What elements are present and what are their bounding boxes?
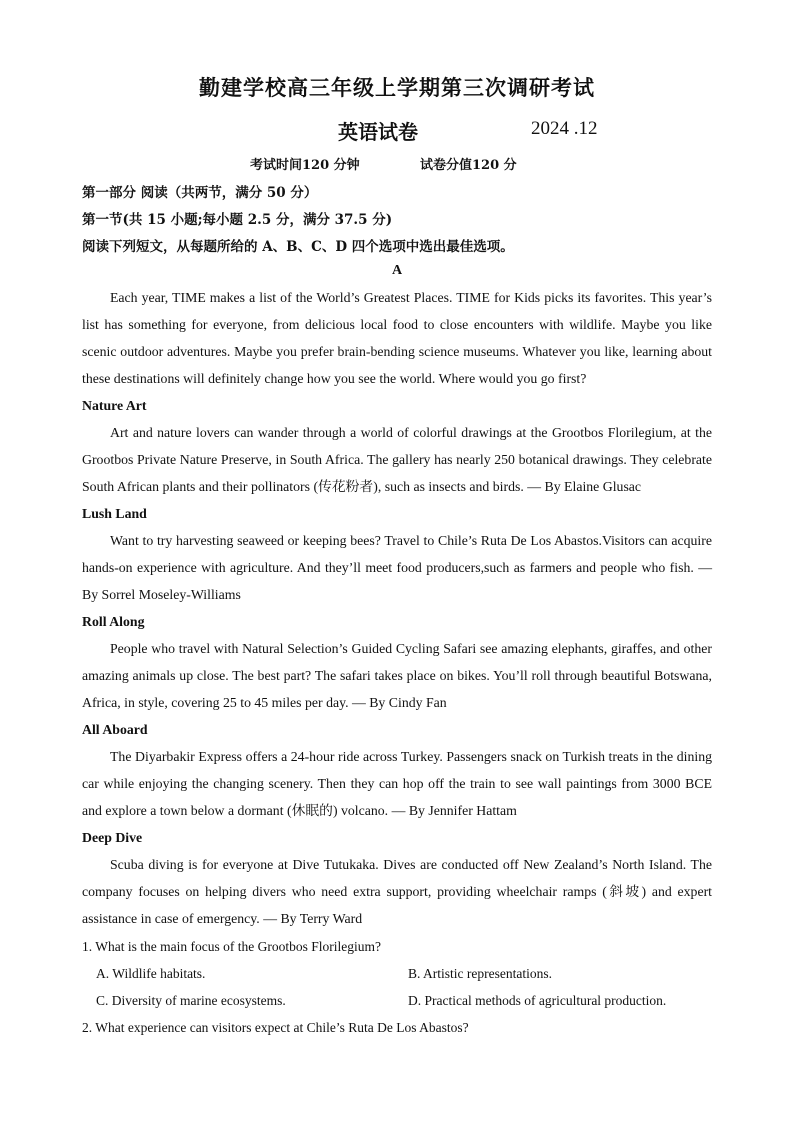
- section-text-nature-art: Art and nature lovers can wander through a world of colorful drawings at the Grootbos Florilegium, at the Grootbos Private Nature Preserve, in South Africa. The gallery has nearly 250 botanical drawings. They celebrate South African plants and their pollinators (传花粉者), such as insects and birds. — By Elaine Glusac: [82, 425, 712, 494]
- section-text-lush-land: Want to try harvesting seaweed or keeping bees? Travel to Chile’s Ruta De Los Abastos.Visitors can acquire hands-on experience with agriculture. And they’ll meet food producers,such as farmers and people who fish. — By Sorrel Moseley-Williams: [82, 533, 712, 602]
- passage-intro: Each year, TIME makes a list of the World’s Greatest Places. TIME for Kids picks its favorites. This year’s list has something for everyone, from delicious local food to close encounters with wildlife. Maybe you like scenic outdoor adventures. Maybe you prefer brain-bending science museums. Whatever you like, learning about these destinations will definitely change how you see the world. Where would you go first?: [82, 290, 712, 386]
- paper-subtitle: 英语试卷: [338, 120, 418, 144]
- section-text-all-aboard: The Diyarbakir Express offers a 24-hour ride across Turkey. Passengers snack on Turkish treats in the dining car while enjoying the changing scenery. Then they can hop off the train to see wall paintings from 3000 BCE and explore a town below a dormant (休眠的) volcano. — By Jennifer Hattam: [82, 749, 712, 818]
- section-heading-lush-land: Lush Land: [82, 506, 147, 521]
- section-heading-all-aboard: All Aboard: [82, 722, 148, 737]
- question-1-option-a[interactable]: A. Wildlife habitats.: [96, 966, 206, 981]
- question-1-option-b[interactable]: B. Artistic representations.: [408, 966, 552, 981]
- instruction: 阅读下列短文，从每题所给的 A、B、C、D 四个选项中选出最佳选项。: [82, 239, 514, 255]
- section-text-deep-dive: Scuba diving is for everyone at Dive Tutukaka. Dives are conducted off New Zealand’s North Island. The company focuses on helping divers who need extra support, providing wheelchair ramps (斜坡) and expert assistance in case of emergency. — By Terry Ward: [82, 857, 712, 926]
- question-1-option-c[interactable]: C. Diversity of marine ecosystems.: [96, 993, 286, 1008]
- exam-title: 勤建学校高三年级上学期第三次调研考试: [199, 75, 595, 100]
- section-heading: 第一节(共 15 小题;每小题 2.5 分，满分 37.5 分): [82, 212, 393, 228]
- section-heading-deep-dive: Deep Dive: [82, 830, 143, 845]
- section-heading-roll-along: Roll Along: [82, 614, 145, 629]
- part-heading: 第一部分 阅读（共两节，满分 50 分）: [82, 185, 318, 201]
- section-text-roll-along: People who travel with Natural Selection’s Guided Cycling Safari see amazing elephants, giraffes, and other amazing animals up close. The best part? The safari takes place on bikes. You’ll roll through beautiful Botswana, Africa, in style, covering 25 to 45 miles per day. — By Cindy Fan: [82, 641, 712, 710]
- section-heading-nature-art: Nature Art: [82, 398, 147, 413]
- passage-label: A: [391, 263, 403, 278]
- question-1: 1. What is the main focus of the Grootbos Florilegium?: [82, 939, 381, 954]
- question-2: 2. What experience can visitors expect at Chile’s Ruta De Los Abastos?: [82, 1020, 469, 1035]
- total-score: 试卷分值120 分: [420, 158, 517, 173]
- exam-time: 考试时间120 分钟: [250, 158, 360, 173]
- subtitle-row: [0, 116, 794, 144]
- exam-date: 2024 .12: [531, 118, 598, 139]
- question-1-option-d[interactable]: D. Practical methods of agricultural production.: [408, 993, 667, 1008]
